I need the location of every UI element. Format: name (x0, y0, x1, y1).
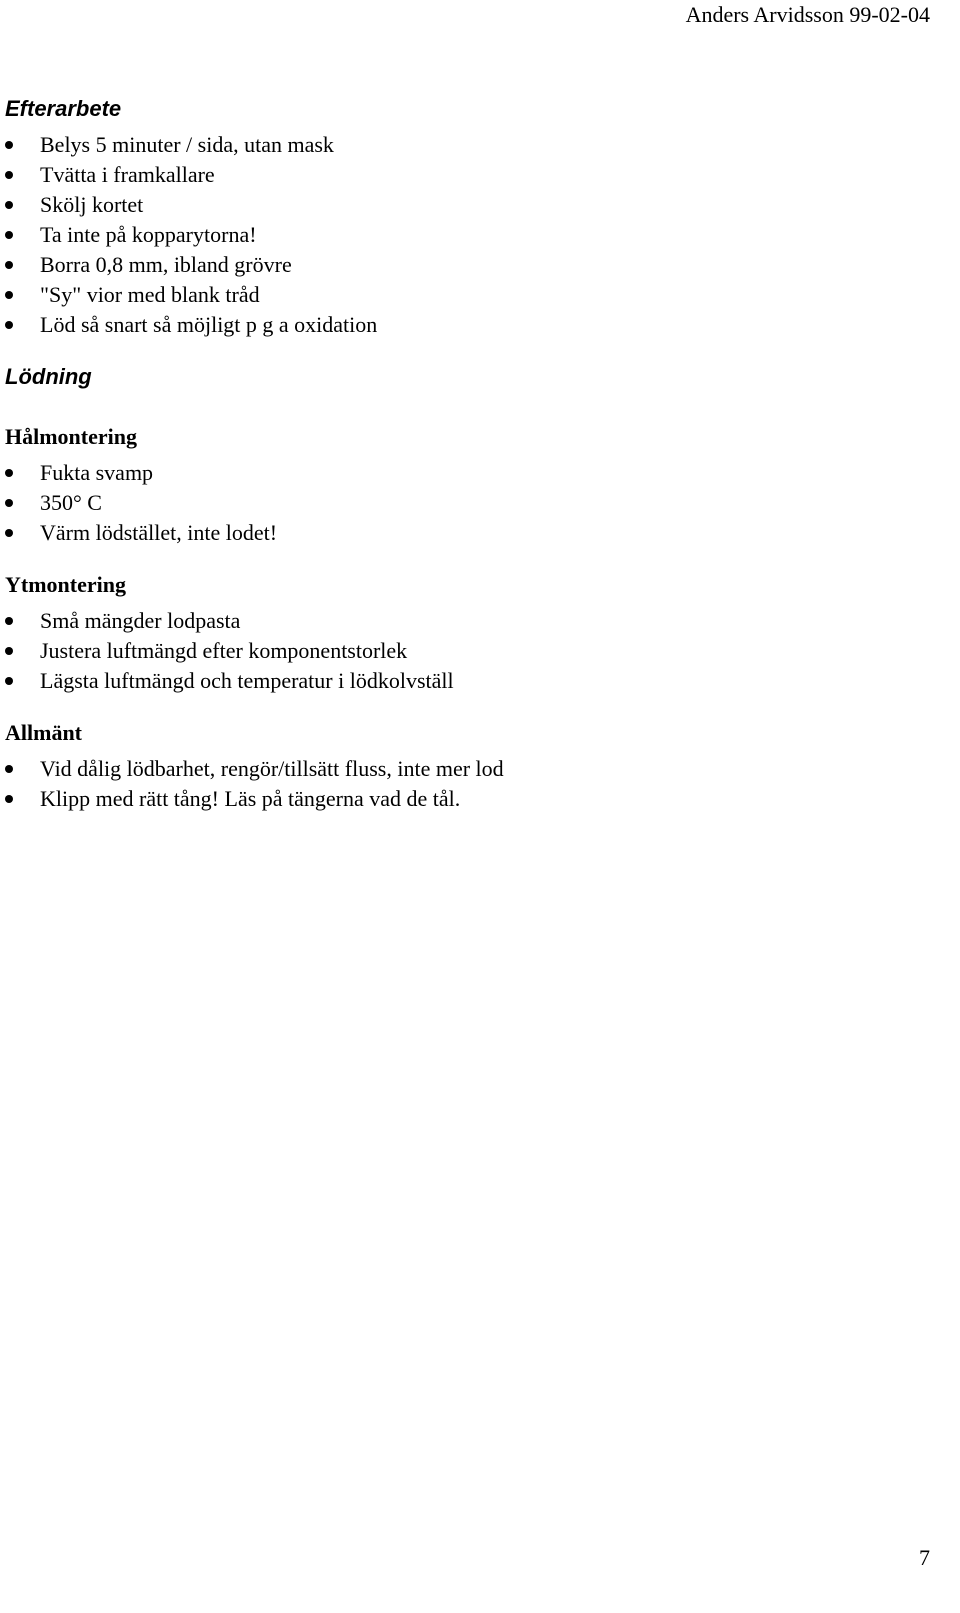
list-item: Ta inte på kopparytorna! (5, 220, 945, 250)
heading-ytmontering: Ytmontering (5, 572, 126, 597)
bullet-icon (5, 321, 13, 329)
list-item: Löd så snart så möjligt p g a oxidation (5, 310, 945, 340)
bullet-icon (5, 171, 13, 179)
bullet-icon (5, 201, 13, 209)
page-header: Anders Arvidsson 99-02-04 (685, 2, 930, 27)
bullet-icon (5, 677, 13, 685)
list-item: 350° C (5, 488, 945, 518)
list-allmant (5, 754, 945, 814)
list-item: Värm lödstället, inte lodet! (5, 518, 945, 548)
bullet-icon (5, 141, 13, 149)
list-halmontering (5, 458, 945, 548)
bullet-icon (5, 795, 13, 803)
list-item: Lägsta luftmängd och temperatur i lödkolvställ (5, 666, 945, 696)
page-number: 7 (919, 1545, 930, 1570)
list-item: Belys 5 minuter / sida, utan mask (5, 130, 945, 160)
bullet-icon (5, 765, 13, 773)
heading-allmant: Allmänt (5, 720, 82, 745)
list-ytmontering (5, 606, 945, 696)
document-body (5, 94, 945, 814)
list-item: Små mängder lodpasta (5, 606, 945, 636)
list-item: Klipp med rätt tång! Läs på tängerna vad de tål. (5, 784, 945, 814)
bullet-icon (5, 291, 13, 299)
heading-halmontering: Hålmontering (5, 424, 137, 449)
heading-lodning: Lödning (5, 364, 92, 389)
bullet-icon (5, 529, 13, 537)
bullet-icon (5, 499, 13, 507)
list-efterarbete (5, 130, 945, 340)
bullet-icon (5, 647, 13, 655)
bullet-icon (5, 231, 13, 239)
heading-efterarbete: Efterarbete (5, 96, 122, 121)
bullet-icon (5, 261, 13, 269)
list-item: Skölj kortet (5, 190, 945, 220)
bullet-icon (5, 617, 13, 625)
bullet-icon (5, 469, 13, 477)
list-item: "Sy" vior med blank tråd (5, 280, 945, 310)
list-item: Borra 0,8 mm, ibland grövre (5, 250, 945, 280)
list-item: Fukta svamp (5, 458, 945, 488)
list-item: Justera luftmängd efter komponentstorlek (5, 636, 945, 666)
list-item: Vid dålig lödbarhet, rengör/tillsätt fluss, inte mer lod (5, 754, 945, 784)
list-item: Tvätta i framkallare (5, 160, 945, 190)
